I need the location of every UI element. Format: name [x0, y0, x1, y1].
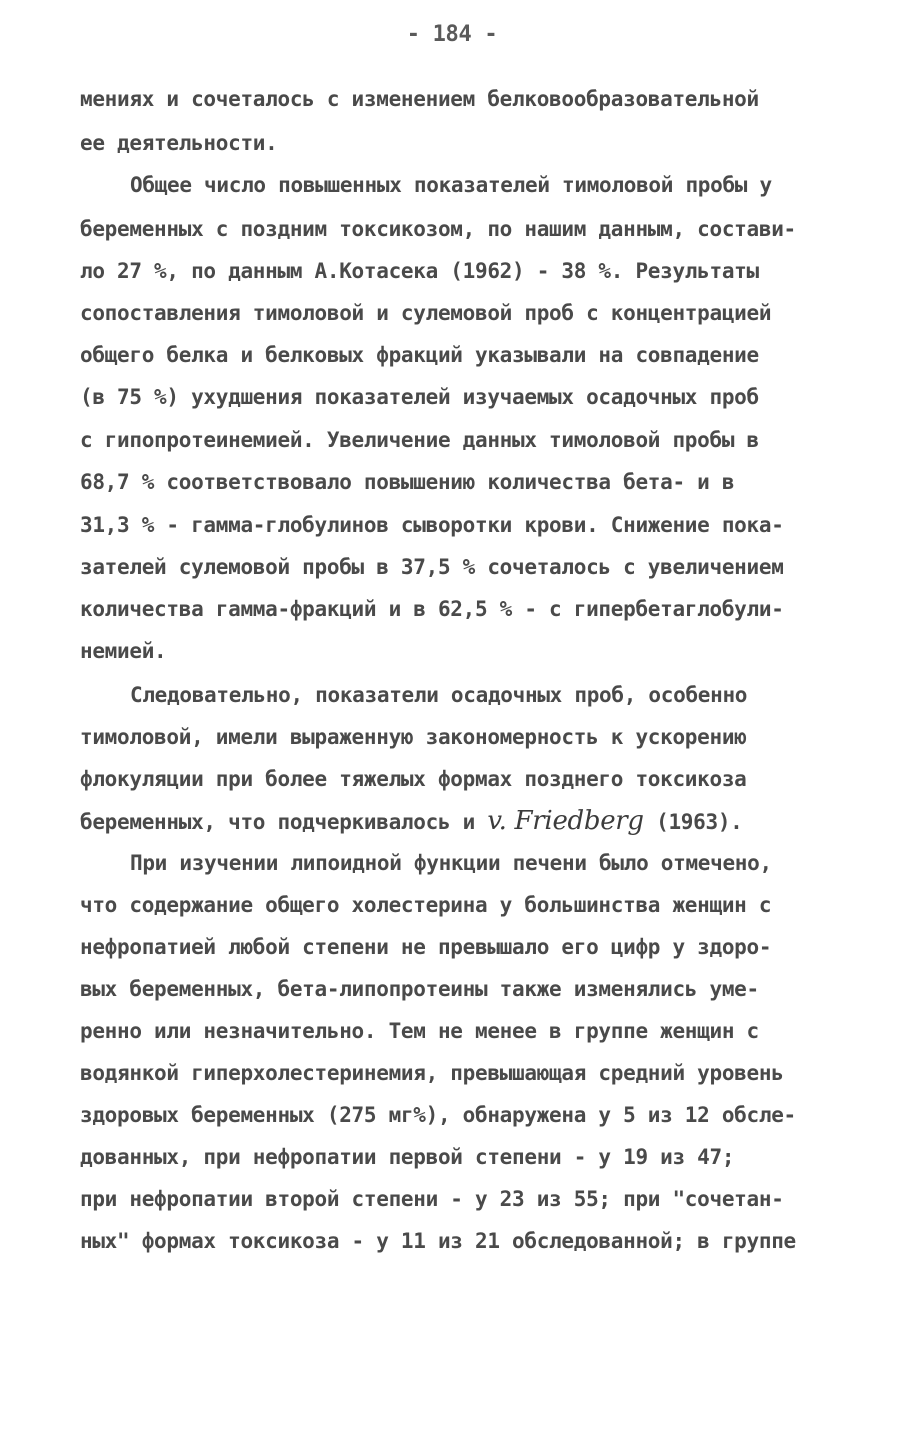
text-line: ных" формах токсикоза - у 11 из 21 обследованной; в группе [80, 1229, 796, 1253]
text-line: при нефропатии второй степени - у 23 из 55; при "сочетан- [80, 1187, 784, 1211]
paragraph-start-line: Общее число повышенных показателей тимоловой пробы у [130, 173, 772, 197]
paragraph-start-line: При изучении липоидной функции печени было отмечено, [130, 851, 772, 875]
paragraph-start-line: Следовательно, показатели осадочных проб, особенно [130, 683, 748, 707]
text-line: количества гамма-фракций и в 62,5 % - с гипербетаглобули- [80, 597, 784, 621]
text-line: 68,7 % соответствовало повышению количества бета- и в [80, 470, 735, 494]
text-line: (в 75 %) ухудшения показателей изучаемых осадочных проб [80, 385, 759, 409]
text-line: водянкой гиперхолестеринемия, превышающая средний уровень [80, 1061, 784, 1085]
text-line: немией. [80, 639, 167, 663]
page-number: - 184 - [406, 22, 498, 47]
text-line: с гипопротеинемией. Увеличение данных тимоловой пробы в [80, 428, 759, 452]
text-line: флокуляции при более тяжелых формах позднего токсикоза [80, 767, 747, 791]
text-line: нефропатией любой степени не превышало его цифр у здоро- [80, 935, 772, 959]
text-line: 31,3 % - гамма-глобулинов сыворотки крови. Снижение пока- [80, 513, 784, 537]
text-line: дованных, при нефропатии первой степени - у 19 из 47; [80, 1145, 735, 1169]
text-line: общего белка и белковых фракций указывали на совпадение [80, 343, 759, 367]
text-line: беременных с поздним токсикозом, по нашим данным, состави- [80, 217, 796, 241]
text-line: мениях и сочеталось с изменением белковообразовательной [80, 87, 759, 111]
text-line: здоровых беременных (275 мг%), обнаружена у 5 из 12 обсле- [80, 1103, 796, 1127]
text-line: что содержание общего холестерина у большинства женщин с [80, 893, 772, 917]
text-line: тимоловой, имели выраженную закономерность к ускорению [80, 725, 747, 749]
text-line: ее деятельности. [80, 131, 278, 155]
handwritten-name: v. Friedberg [487, 806, 644, 836]
text-line: зателей сулемовой пробы в 37,5 % сочеталось с увеличением [80, 555, 784, 579]
text-line: сопоставления тимоловой и сулемовой проб с концентрацией [80, 301, 772, 325]
text-segment: (1963). [643, 810, 743, 834]
text-line-with-handwriting [80, 806, 743, 836]
text-line: ло 27 %, по данным А.Котасека (1962) - 38 %. Результаты [80, 259, 759, 283]
text-segment: беременных, что подчеркивалось и [80, 810, 488, 834]
text-line: вых беременных, бета-липопротеины также изменялись уме- [80, 977, 759, 1001]
text-line: ренно или незначительно. Тем не менее в группе женщин с [80, 1019, 759, 1043]
